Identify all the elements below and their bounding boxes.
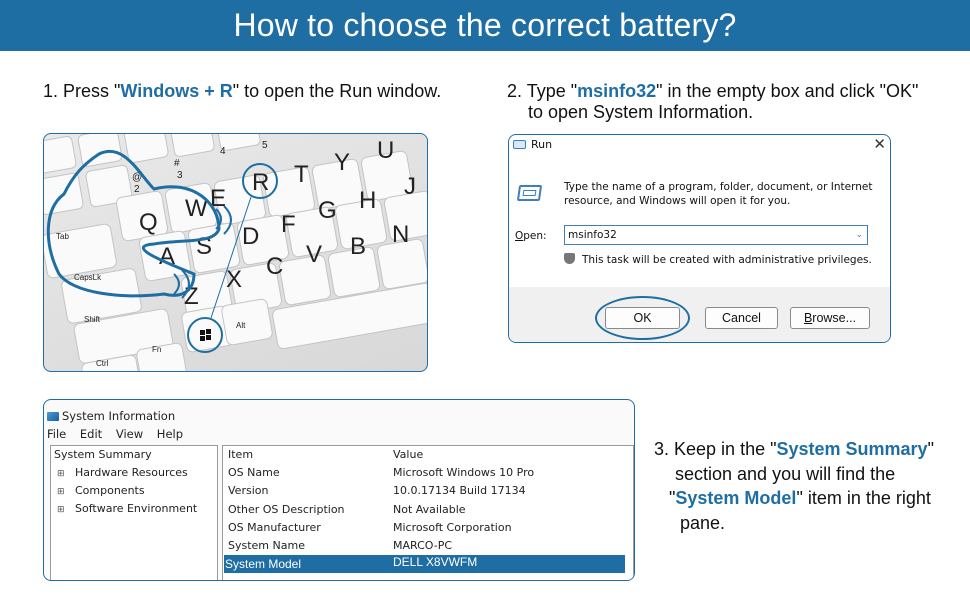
ok-button[interactable]: OK (605, 307, 680, 329)
close-icon[interactable]: ✕ (873, 135, 886, 153)
keyboard-image (44, 134, 428, 372)
run-dialog-title: Run (531, 138, 553, 151)
step-1-suffix: " to open the Run window. (232, 81, 442, 101)
step-2-line2: to open System Information. (528, 102, 754, 122)
svg-text:Shift: Shift (84, 315, 101, 324)
run-description: Type the name of a program, folder, document, or Internet resource, and Windows will open it for you. (564, 181, 873, 207)
svg-text:A: A (159, 243, 176, 270)
svg-text:Alt: Alt (236, 321, 246, 330)
step-3-item: System Model (675, 488, 797, 508)
step-2-suffix: " in the empty box and click "OK" (656, 81, 919, 101)
step-3-line4: pane. (680, 512, 726, 533)
row-value: MARCO-PC (393, 538, 453, 552)
system-info-app-icon (47, 412, 59, 421)
svg-text:H: H (359, 187, 377, 214)
category-tree (50, 445, 218, 581)
step-1-keys: Windows + R (120, 81, 233, 101)
step-3-line3 (654, 486, 964, 511)
row-value: Microsoft Windows 10 Pro (393, 466, 535, 480)
run-dialog (508, 134, 891, 343)
row-value: Microsoft Corporation (393, 520, 512, 534)
tree-item-components[interactable] (51, 482, 217, 500)
table-row-system-model-selected[interactable] (224, 555, 625, 573)
chevron-down-icon[interactable]: ⌄ (855, 230, 863, 240)
run-dialog-titlebar (509, 135, 890, 155)
step-3-line1 (654, 437, 964, 462)
table-header (223, 446, 633, 464)
svg-text:T: T (294, 161, 309, 188)
svg-text:4: 4 (220, 146, 226, 157)
admin-note (564, 253, 872, 266)
sysinfo-titlebar (47, 409, 175, 423)
svg-text:B: B (350, 233, 367, 260)
menu-view[interactable]: View (115, 427, 144, 441)
svg-text:U: U (377, 137, 395, 164)
step-3-prefix: 3. Keep in the " (654, 439, 777, 459)
sysinfo-menubar (47, 427, 193, 441)
svg-text:F: F (281, 211, 296, 238)
page-title-banner: How to choose the correct battery? (0, 0, 970, 51)
step-3-quote-open: " (669, 488, 676, 508)
step-3-line3-suffix: " item in the right (796, 488, 931, 508)
row-value: 10.0.17134 Build 17134 (393, 484, 526, 498)
ok-highlight-ring (595, 296, 690, 340)
svg-text:3: 3 (177, 170, 183, 181)
run-program-icon (517, 185, 542, 201)
step-2-prefix: 2. Type " (507, 81, 578, 101)
step-3-section: System Summary (776, 439, 928, 459)
expand-icon[interactable]: ⊞ (57, 469, 65, 479)
svg-text:Ctrl: Ctrl (96, 359, 109, 368)
svg-text:V: V (306, 241, 323, 268)
details-table (222, 445, 634, 581)
svg-text:S: S (196, 233, 213, 260)
column-header-item[interactable]: Item (228, 448, 254, 461)
table-row[interactable] (223, 464, 633, 482)
svg-text:N: N (392, 221, 410, 248)
browse-label: rowse... (812, 311, 857, 325)
open-label-mnemonic: O (515, 230, 524, 242)
open-label-text: pen: (523, 230, 547, 242)
svg-text:CapsLk: CapsLk (74, 273, 102, 282)
key-q: Q (139, 209, 158, 236)
svg-text:Z: Z (184, 283, 199, 310)
menu-help[interactable]: Help (156, 427, 184, 441)
svg-text:X: X (226, 266, 243, 293)
system-information-window (43, 399, 635, 581)
row-value: Not Available (393, 502, 466, 516)
row-item: OS Name (228, 466, 280, 480)
svg-text:@: @ (132, 172, 143, 183)
svg-text:W: W (185, 195, 208, 222)
row-item: Other OS Description (228, 502, 345, 516)
open-input-value: msinfo32 (568, 229, 617, 241)
browse-button[interactable] (790, 307, 870, 329)
tree-item-label: Hardware Resources (75, 466, 188, 479)
svg-text:Fn: Fn (152, 345, 162, 354)
column-header-value[interactable]: Value (393, 448, 424, 461)
svg-text:#: # (174, 158, 180, 169)
svg-text:5: 5 (262, 140, 268, 151)
keyboard-illustration (43, 133, 428, 372)
step-1-instruction (43, 81, 441, 102)
step-3-line2: section and you will find the (675, 463, 896, 484)
svg-text:G: G (318, 197, 337, 224)
expand-icon[interactable]: ⊞ (57, 487, 65, 497)
shield-icon (564, 253, 575, 264)
step-3-quote: " (927, 439, 934, 459)
open-label (515, 230, 547, 242)
table-row[interactable] (223, 501, 633, 519)
svg-text:Tab: Tab (56, 232, 69, 241)
table-row[interactable] (223, 482, 633, 500)
svg-text:2: 2 (134, 184, 140, 195)
row-item: System Model (225, 557, 302, 572)
svg-text:C: C (266, 253, 284, 280)
menu-edit[interactable]: Edit (79, 427, 103, 441)
svg-text:E: E (210, 185, 227, 212)
row-item: OS Manufacturer (228, 520, 321, 534)
svg-text:R: R (252, 169, 270, 196)
svg-text:Y: Y (334, 149, 351, 176)
row-item: System Name (228, 538, 305, 552)
tree-item-label: Software Environment (75, 502, 198, 515)
tree-item-system-summary[interactable]: System Summary (54, 448, 152, 461)
run-app-icon (513, 140, 526, 149)
svg-text:J: J (404, 173, 416, 200)
row-item: Version (228, 484, 269, 498)
svg-text:D: D (242, 223, 260, 250)
open-input[interactable] (564, 225, 868, 245)
admin-note-text: This task will be created with administrative privileges. (582, 254, 872, 266)
table-row[interactable] (223, 519, 633, 537)
step-3-instruction (654, 437, 964, 535)
tree-item-hardware-resources[interactable] (51, 464, 217, 482)
menu-file[interactable]: File (47, 427, 67, 441)
row-value: DELL X8VWFM (393, 555, 478, 570)
browse-mnemonic: B (803, 311, 813, 325)
cancel-button[interactable]: Cancel (705, 307, 778, 329)
sysinfo-title: System Information (62, 409, 176, 423)
step-2-instruction (507, 81, 967, 123)
tree-item-label: Components (75, 484, 145, 497)
step-1-prefix: 1. Press " (43, 81, 121, 101)
step-2-command: msinfo32 (577, 81, 657, 101)
tree-item-software-environment[interactable] (51, 500, 217, 518)
expand-icon[interactable]: ⊞ (57, 505, 65, 515)
